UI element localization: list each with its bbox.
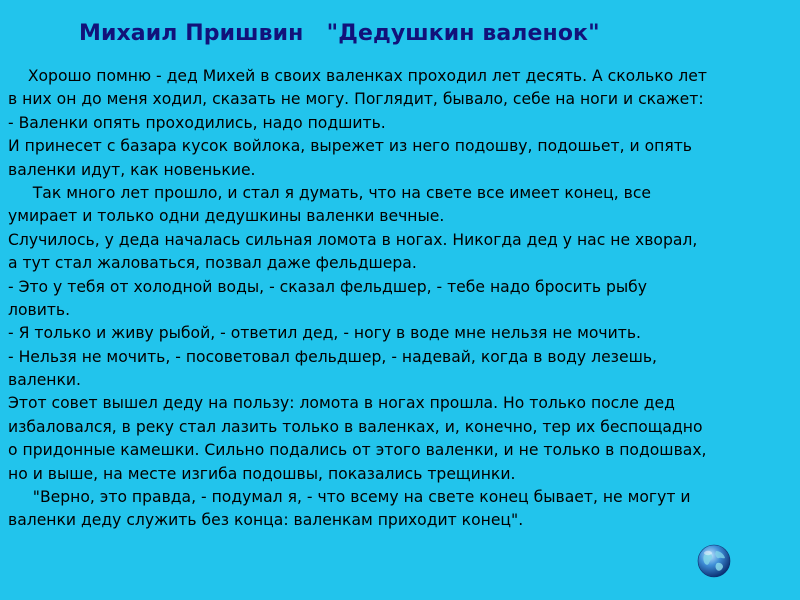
text-line: валенки идут, как новенькие. [8, 160, 256, 179]
text-line: "Верно, это правда, - подумал я, - что всему на свете конец бывает, не могут и [8, 488, 691, 507]
globe-icon[interactable] [697, 544, 731, 578]
text-line: Случилось, у деда началась сильная ломота в ногах. Никогда дед у нас не хворал, [8, 230, 698, 249]
text-line: Этот совет вышел деду на пользу: ломота в ногах прошла. Но только после дед [8, 394, 675, 413]
text-line: о придонные камешки. Сильно подались от этого валенки, и не только в подошвах, [8, 441, 707, 460]
text-line: валенки. [8, 371, 82, 390]
text-line: - Валенки опять проходились, надо подшить. [8, 113, 386, 132]
text-line: - Нельзя не мочить, - посоветовал фельдшер, - надевай, когда в воду лезешь, [8, 347, 657, 366]
text-line: Так много лет прошло, и стал я думать, что на свете все имеет конец, все [8, 183, 652, 202]
text-line: Хорошо помню - дед Михей в своих валенках проходил лет десять. А сколько лет [8, 67, 707, 85]
text-line: избаловался, в реку стал лазить только в валенках, и, конечно, тер их беспощадно [8, 417, 703, 436]
text-line: - Я только и живу рыбой, - ответил дед, - ногу в воде мне нельзя не мочить. [8, 324, 641, 343]
text-line: умирает и только одни дедушкины валенки вечные. [8, 207, 445, 226]
text-line: но и выше, на месте изгиба подошвы, показались трещинки. [8, 464, 516, 483]
text-line: в них он до меня ходил, сказать не могу. Поглядит, бывало, себе на ноги и скажет: [8, 90, 704, 109]
text-line: - Это у тебя от холодной воды, - сказал фельдшер, - тебе надо бросить рыбу [8, 277, 648, 296]
story-text [8, 65, 794, 533]
slide-title: Михаил Пришвин "Дедушкин валенок" [79, 21, 600, 46]
text-line: ловить. [8, 300, 71, 319]
text-line: И принесет с базара кусок войлока, вырежет из него подошву, подошьет, и опять [8, 137, 692, 156]
text-line: а тут стал жаловаться, позвал даже фельдшера. [8, 254, 417, 273]
text-line: валенки деду служить без конца: валенкам приходит конец". [8, 511, 524, 530]
